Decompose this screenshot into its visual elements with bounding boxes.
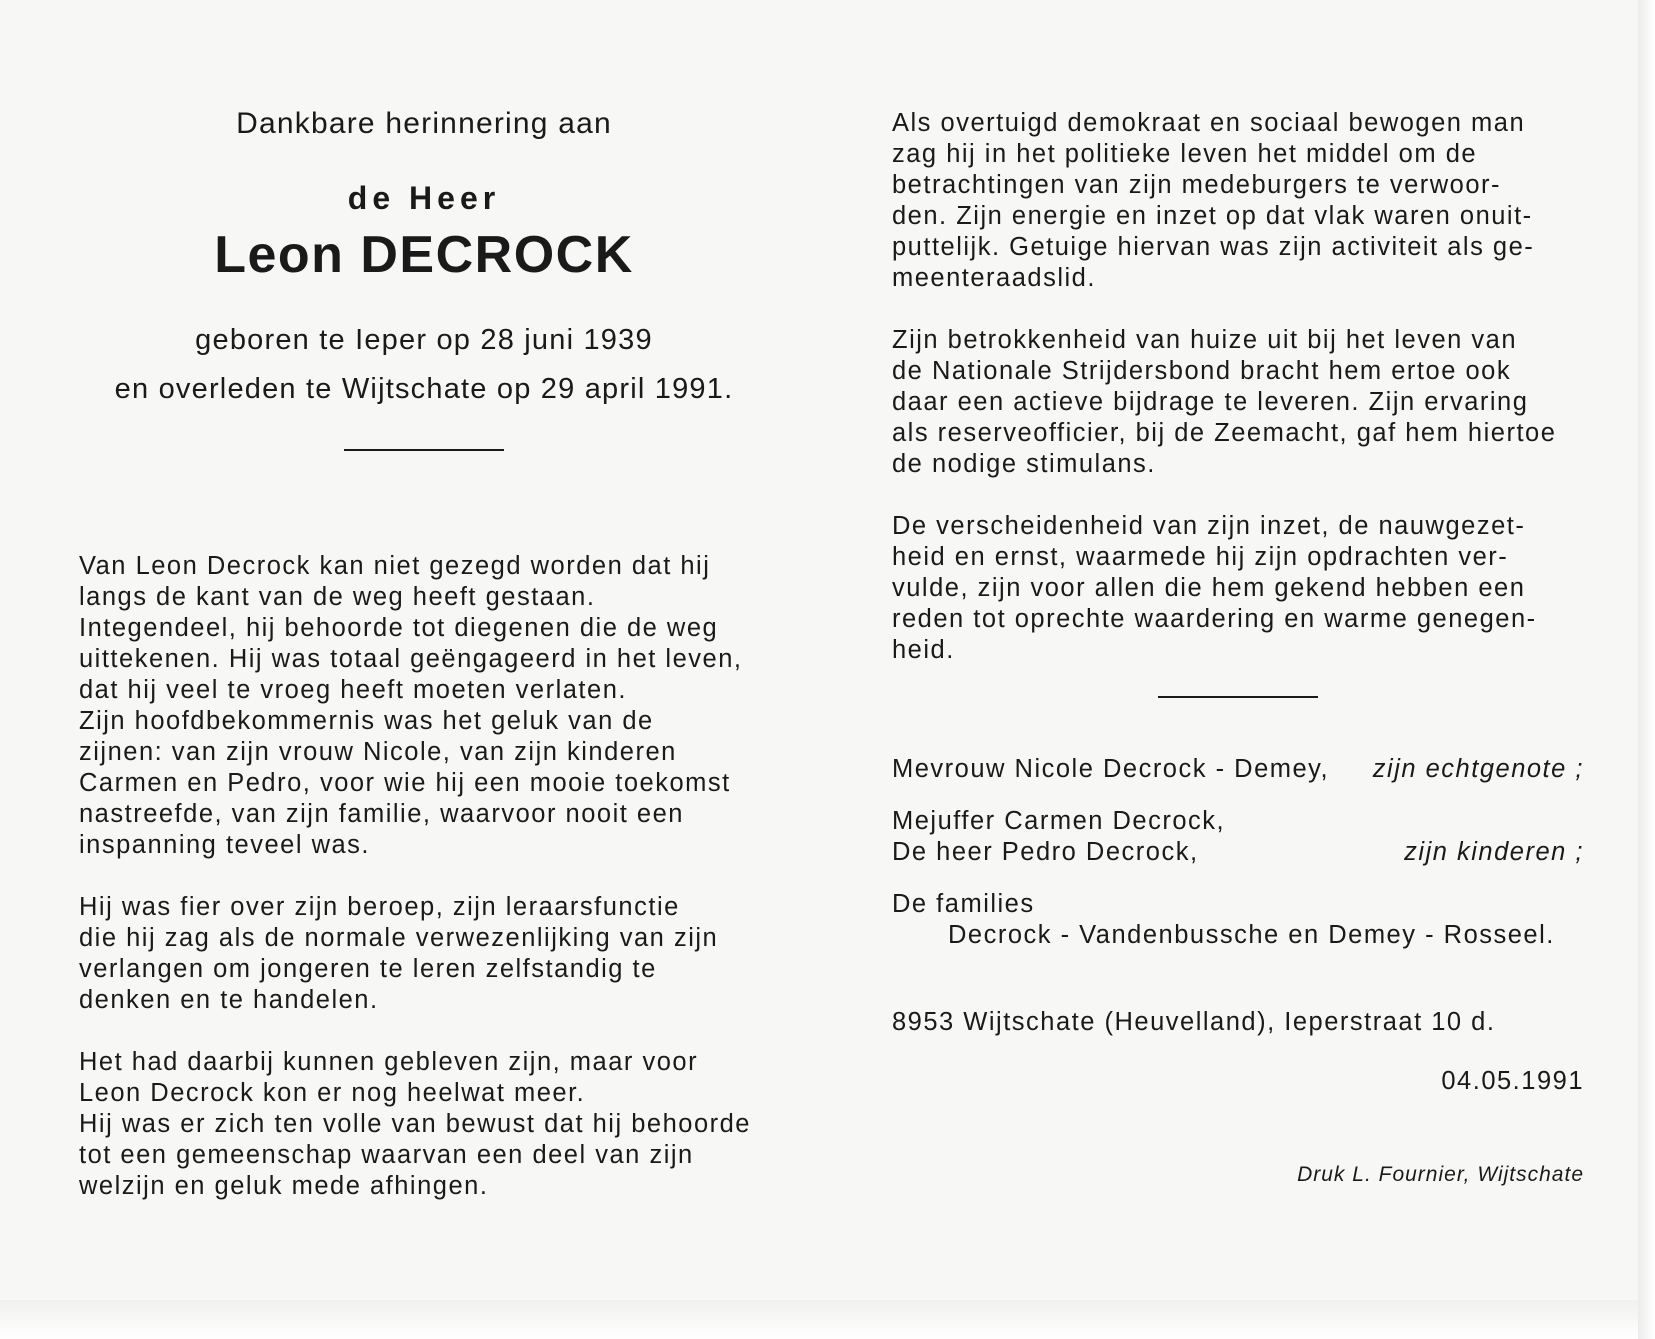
address: 8953 Wijtschate (Heuvelland), Ieperstraat 10 d. [892, 1008, 1496, 1036]
scan-edge [1638, 0, 1655, 1339]
left-paragraph-1: Van Leon Decrock kan niet gezegd worden dat hij langs de kant van de weg heeft gestaan. Integendeel, hij behoorde tot diegenen die de weg uittekenen. Hij was totaal geëngageerd in het leven, dat hij veel te vroeg heeft moeten verlaten. Zijn hoofdbekommernis was het geluk van de zijnen: van zijn vrouw Nicole, van zijn kinderen Carmen en Pedro, voor wie hij een mooie toekomst nastreefde, van zijn familie, waarvoor nooit een inspanning teveel was. [79, 552, 743, 859]
families-names: Decrock - Vandenbussche en Demey - Rosseel. [948, 921, 1555, 949]
spouse-role: zijn echtgenote ; [1372, 755, 1584, 783]
printer-credit: Druk L. Fournier, Wijtschate [1297, 1163, 1584, 1186]
divider-rule [344, 449, 504, 451]
right-paragraph-1: Als overtuigd demokraat en sociaal bewogen man zag hij in het politieke leven het middel om de betrachtingen van zijn medeburgers te verwoor- den. Zijn energie en inzet op dat vlak waren onuit- puttelijk. Getuige hiervan was zijn activiteit als ge- meenteraadslid. [892, 109, 1535, 292]
family-list [892, 754, 1584, 951]
child-row [892, 806, 1584, 837]
address-line [892, 1007, 1584, 1038]
honorific-title: de Heer [347, 180, 501, 216]
right-column [892, 108, 1584, 1189]
intro-line: Dankbare herinnering aan [236, 107, 612, 140]
child-row [892, 837, 1584, 868]
left-paragraph-3: Het had daarbij kunnen gebleven zijn, maar voor Leon Decrock kon er nog heelwat meer. Hij was er zich ten volle van bewust dat hij behoorde tot een gemeenschap waarvan een deel van zijn welzijn en geluk mede afhingen. [79, 1048, 751, 1200]
divider-rule [1158, 696, 1318, 698]
spouse-row [892, 754, 1584, 785]
spouse-name: Mevrouw Nicole Decrock - Demey, [892, 755, 1330, 783]
right-paragraph-2: Zijn betrokkenheid van huize uit bij het leven van de Nationale Strijdersbond bracht hem ertoe ook daar een actieve bijdrage te leveren. Zijn ervaring als reserveofficier, bij de Zeemacht, gaf hem hiertoe de nodige stimulans. [892, 326, 1557, 478]
birth-line: geboren te Ieper op 28 juni 1939 [195, 324, 653, 356]
child-name: De heer Pedro Decrock, [892, 838, 1199, 866]
left-column [79, 100, 769, 1202]
death-line: en overleden te Wijtschate op 29 april 1991. [114, 373, 734, 405]
print-date: 04.05.1991 [1441, 1067, 1584, 1095]
deceased-name: Leon DECROCK [214, 226, 634, 284]
children-role: zijn kinderen ; [1404, 838, 1584, 866]
families-label-row [892, 889, 1584, 920]
families-names-row [892, 920, 1584, 951]
right-paragraph-3: De verscheidenheid van zijn inzet, de nauwgezet- heid en ernst, waarmede hij zijn opdrachten ver- vulde, zijn voor allen die hem gekend hebben een reden tot oprechte waardering en warme genegen- heid. [892, 512, 1537, 664]
left-paragraph-2: Hij was fier over zijn beroep, zijn leraarsfunctie die hij zag als de normale verwezenlijking van zijn verlangen om jongeren te leren zelfstandig te denken en te handelen. [79, 893, 719, 1014]
child-name: Mejuffer Carmen Decrock, [892, 807, 1226, 835]
families-label: De families [892, 890, 1035, 918]
scan-edge [0, 1300, 1655, 1339]
